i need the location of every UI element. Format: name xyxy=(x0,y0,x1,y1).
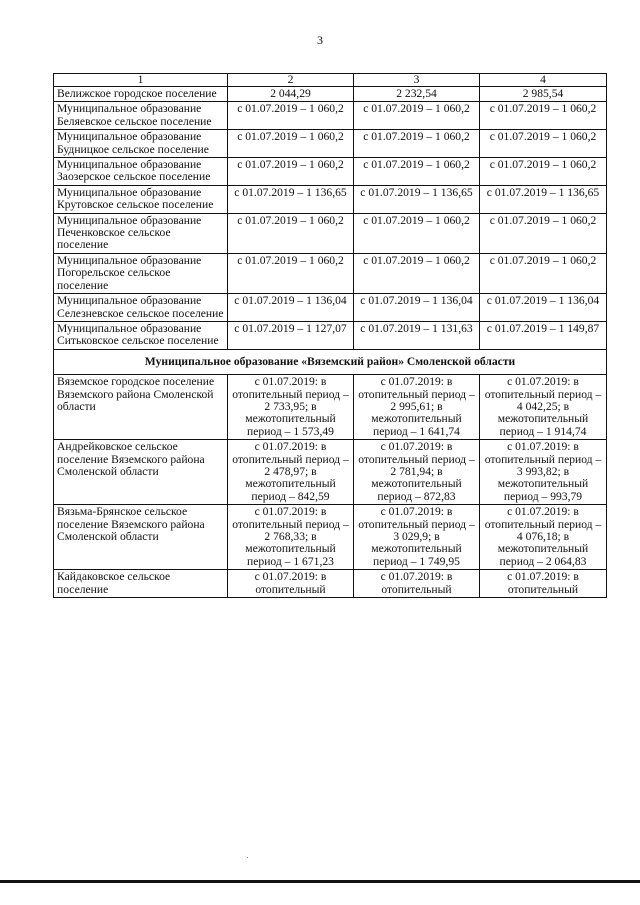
table-row xyxy=(54,321,607,349)
table-row xyxy=(54,102,607,130)
tariff-value: с 01.07.2019 – 1 149,87 xyxy=(480,321,607,349)
tariff-value: с 01.07.2019: в отопительный период – 3 029,9; в межотопительный период – 1 749,95 xyxy=(354,505,480,570)
header-cell: 2 xyxy=(228,74,354,87)
tariff-value: 2 985,54 xyxy=(480,87,607,102)
settlement-name: Муниципальное образование Будницкое сельское поселение xyxy=(54,130,228,158)
scan-dot xyxy=(247,857,248,858)
tariff-value: с 01.07.2019 – 1 136,04 xyxy=(480,294,607,322)
tariff-value: с 01.07.2019 – 1 060,2 xyxy=(228,102,354,130)
tariff-value: с 01.07.2019: в отопительный xyxy=(228,570,354,598)
tariff-value: с 01.07.2019: в отопительный период – 3 993,82; в межотопительный период – 993,79 xyxy=(480,440,607,505)
tariff-value: с 01.07.2019 – 1 060,2 xyxy=(354,158,480,186)
section-row xyxy=(54,349,607,374)
settlement-name: Велижское городское поселение xyxy=(54,87,228,102)
table-row xyxy=(54,130,607,158)
settlement-name: Вязьма-Брянское сельское поселение Вяземского района Смоленской области xyxy=(54,505,228,570)
tariff-value: с 01.07.2019 – 1 136,65 xyxy=(354,185,480,213)
tariff-value: с 01.07.2019: в отопительный период – 2 478,97; в межотопительный период – 842,59 xyxy=(228,440,354,505)
settlement-name: Муниципальное образование Заозерское сельское поселение xyxy=(54,158,228,186)
settlement-name: Вяземское городское поселение Вяземского района Смоленской области xyxy=(54,375,228,440)
tariff-value: 2 044,29 xyxy=(228,87,354,102)
tariff-value: с 01.07.2019: в отопительный xyxy=(354,570,480,598)
header-cell: 4 xyxy=(480,74,607,87)
tariff-value: с 01.07.2019 – 1 060,2 xyxy=(480,213,607,253)
settlement-name: Муниципальное образование Печенковское сельское поселение xyxy=(54,213,228,253)
tariff-value: с 01.07.2019 – 1 136,65 xyxy=(228,185,354,213)
tariff-value: с 01.07.2019 – 1 060,2 xyxy=(228,213,354,253)
tariff-value: с 01.07.2019 – 1 136,04 xyxy=(354,294,480,322)
settlement-name: Муниципальное образование Погорельское сельское поселение xyxy=(54,253,228,293)
section-title: Муниципальное образование «Вяземский район» Смоленской области xyxy=(54,349,607,374)
table-row xyxy=(54,570,607,598)
tariff-value: с 01.07.2019 – 1 127,07 xyxy=(228,321,354,349)
tariff-value: с 01.07.2019: в отопительный период – 4 076,18; в межотопительный период – 2 064,83 xyxy=(480,505,607,570)
tariff-value: с 01.07.2019: в отопительный xyxy=(480,570,607,598)
tariff-value: с 01.07.2019 – 1 060,2 xyxy=(228,158,354,186)
table-row xyxy=(54,253,607,293)
table-row xyxy=(54,213,607,253)
tariff-value: с 01.07.2019 – 1 136,65 xyxy=(480,185,607,213)
tariff-value: с 01.07.2019: в отопительный период – 2 768,33; в межотопительный период – 1 671,23 xyxy=(228,505,354,570)
table-row xyxy=(54,505,607,570)
settlement-name: Муниципальное образование Ситьковское сельское поселение xyxy=(54,321,228,349)
settlement-name: Андрейковское сельское поселение Вяземского района Смоленской области xyxy=(54,440,228,505)
tariff-value: с 01.07.2019: в отопительный период – 2 995,61; в межотопительный период – 1 641,74 xyxy=(354,375,480,440)
tariff-value: с 01.07.2019 – 1 060,2 xyxy=(480,158,607,186)
tariff-value: с 01.07.2019 – 1 060,2 xyxy=(354,253,480,293)
page-number: 3 xyxy=(317,33,323,47)
tariff-value: с 01.07.2019: в отопительный период – 4 042,25; в межотопительный период – 1 914,74 xyxy=(480,375,607,440)
tariff-value: с 01.07.2019 – 1 060,2 xyxy=(354,102,480,130)
table-row xyxy=(54,87,607,102)
tariff-value: с 01.07.2019 – 1 060,2 xyxy=(228,130,354,158)
settlement-name: Муниципальное образование Беляевское сельское поселение xyxy=(54,102,228,130)
header-cell: 3 xyxy=(354,74,480,87)
table-row xyxy=(54,294,607,322)
page-bottom-border xyxy=(0,880,640,883)
table-row xyxy=(54,375,607,440)
settlement-name: Муниципальное образование Крутовское сельское поселение xyxy=(54,185,228,213)
tariff-value: с 01.07.2019 – 1 060,2 xyxy=(354,213,480,253)
tariff-value: с 01.07.2019: в отопительный период – 2 733,95; в межотопительный период – 1 573,49 xyxy=(228,375,354,440)
header-cell: 1 xyxy=(54,74,228,87)
tariff-value: с 01.07.2019 – 1 060,2 xyxy=(480,130,607,158)
tariff-value: с 01.07.2019 – 1 131,63 xyxy=(354,321,480,349)
tariff-value: с 01.07.2019 – 1 136,04 xyxy=(228,294,354,322)
settlement-name: Муниципальное образование Селезневское сельское поселение xyxy=(54,294,228,322)
settlement-name: Кайдаковское сельское поселение xyxy=(54,570,228,598)
tariff-value: с 01.07.2019 – 1 060,2 xyxy=(354,130,480,158)
table-row xyxy=(54,440,607,505)
tariff-table xyxy=(53,73,607,598)
tariff-value: 2 232,54 xyxy=(354,87,480,102)
header-row xyxy=(54,74,607,87)
table-row xyxy=(54,158,607,186)
tariff-value: с 01.07.2019 – 1 060,2 xyxy=(480,253,607,293)
tariff-value: с 01.07.2019 – 1 060,2 xyxy=(228,253,354,293)
tariff-value: с 01.07.2019: в отопительный период – 2 781,94; в межотопительный период – 872,83 xyxy=(354,440,480,505)
table-row xyxy=(54,185,607,213)
tariff-value: с 01.07.2019 – 1 060,2 xyxy=(480,102,607,130)
